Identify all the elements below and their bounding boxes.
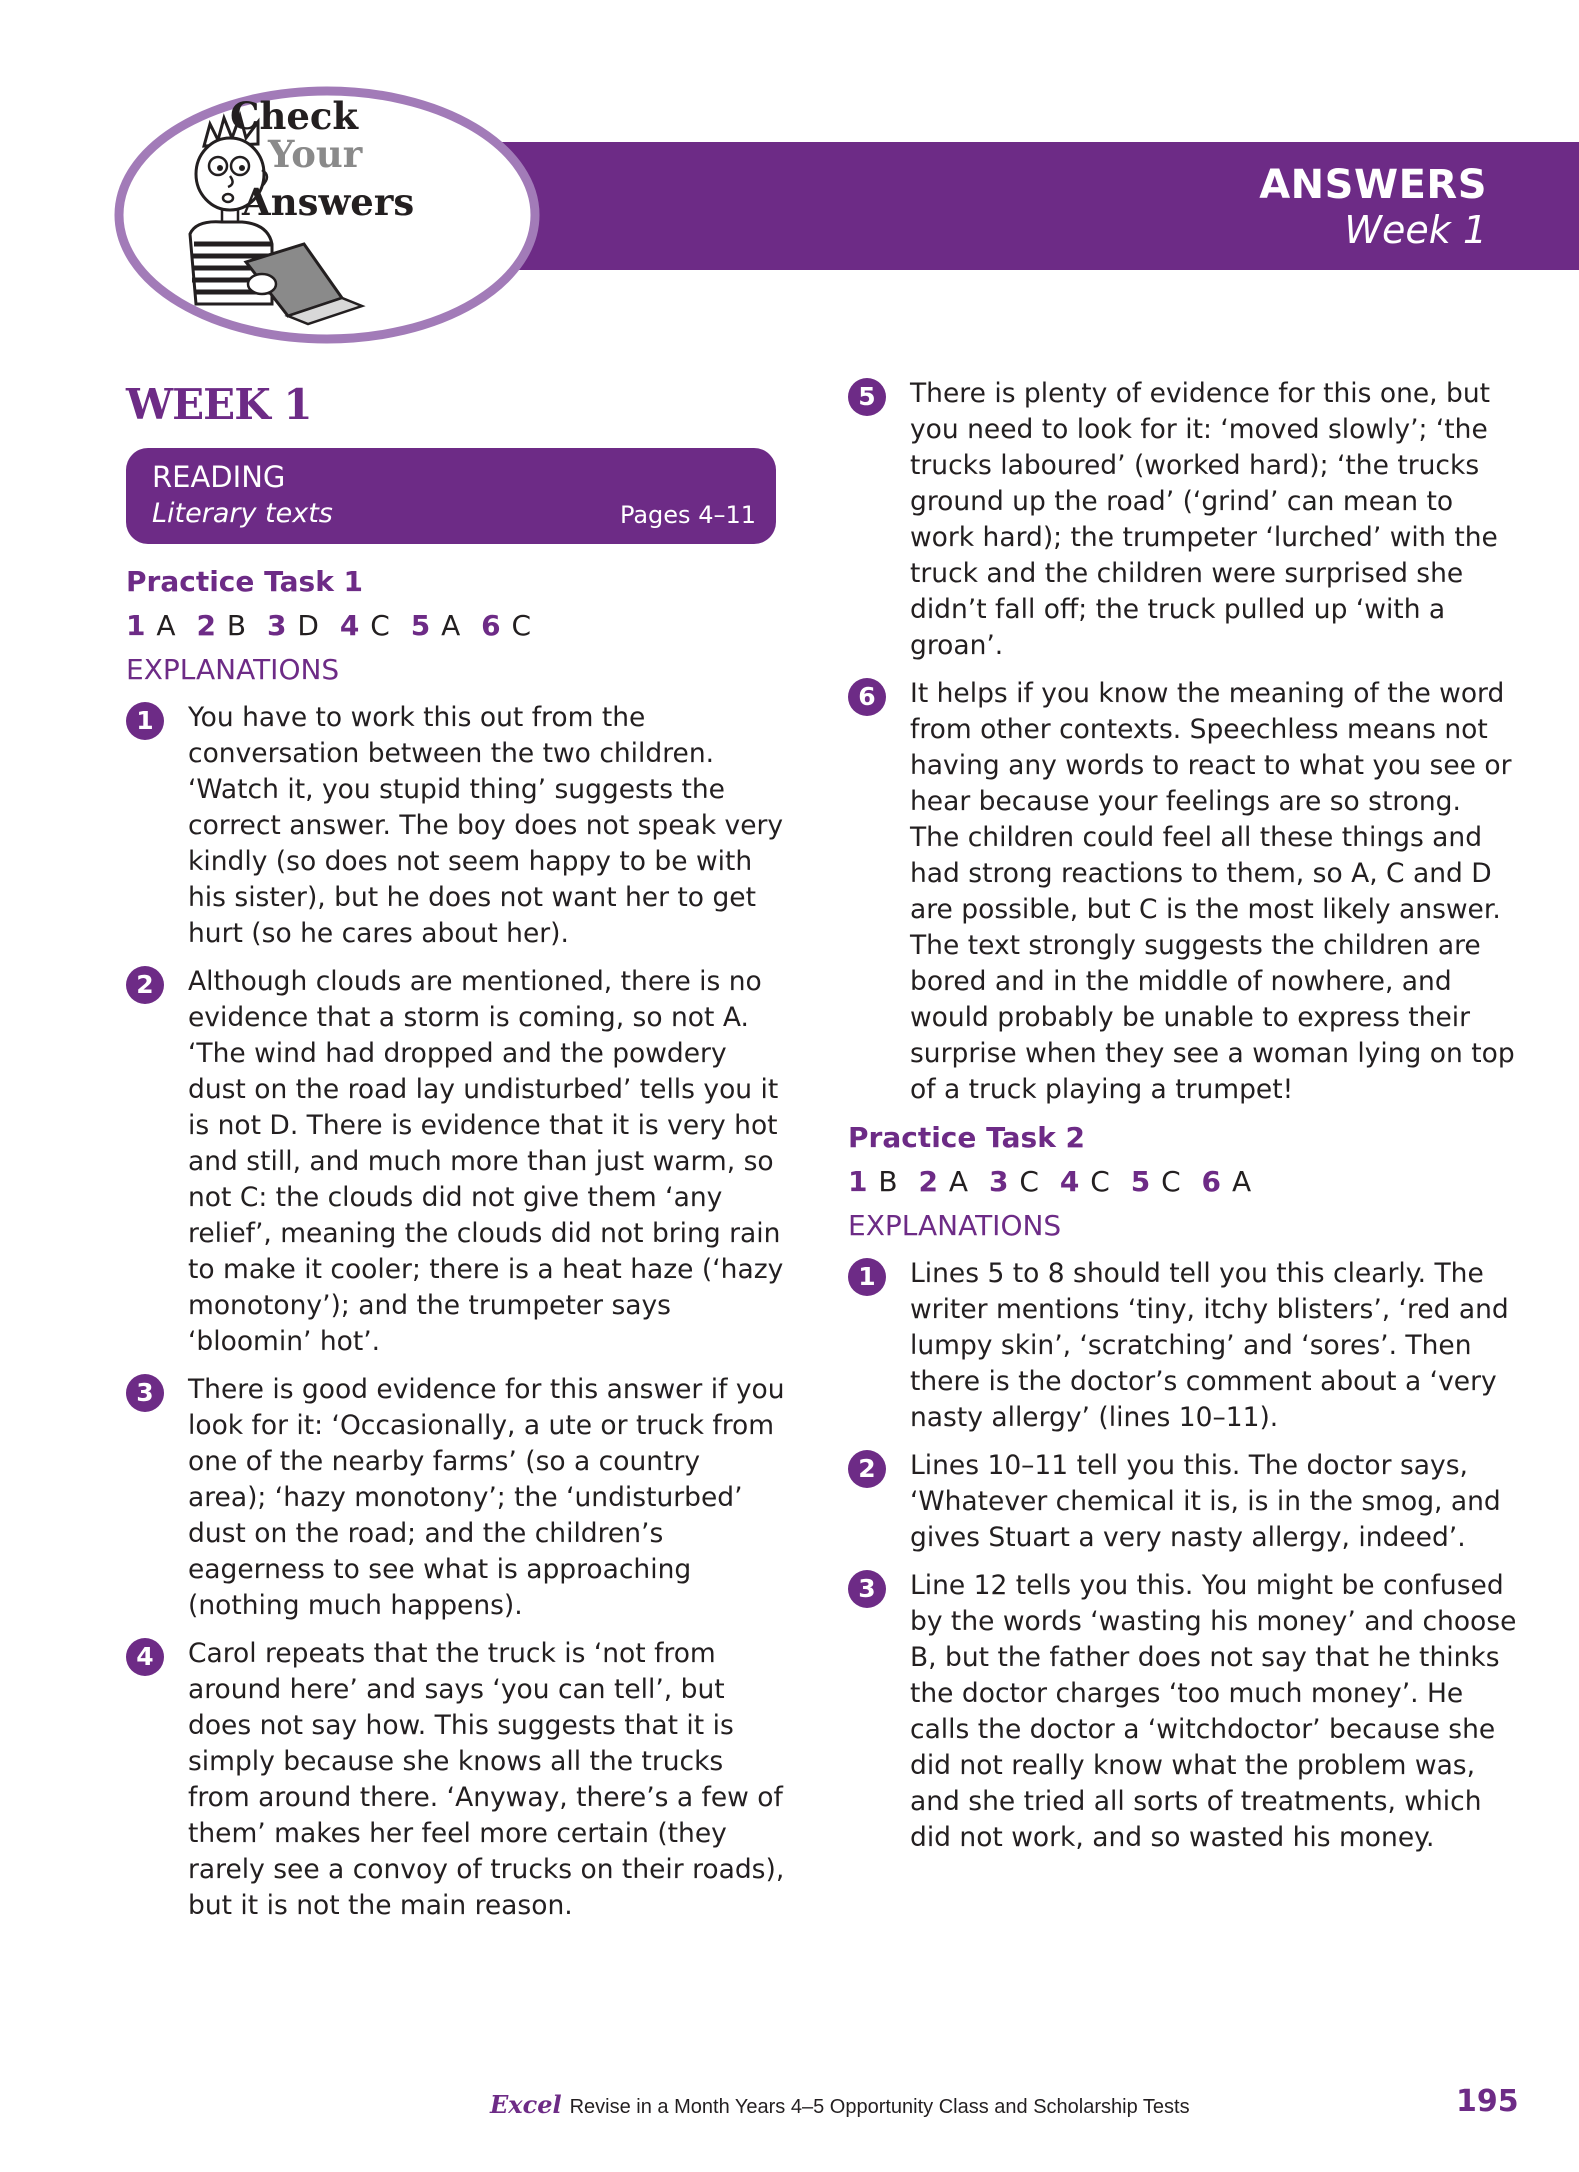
number-badge: 2 [848,1450,886,1488]
answer-item: 5 A [410,609,462,642]
explanation-text: There is good evidence for this answer if you look for it: ‘Occasionally, a ute or truck from one of the nearby farms’ (so a country area); ‘hazy monotony’; the ‘undisturbed’ dust on the road; and the children’s eagerness to see what is approaching (nothing much happens). [188,1374,785,1621]
practice-task-2-title: Practice Task 2 [848,1121,1086,1154]
answer-item: 2 B [196,609,248,642]
logo-answers-text: Answers [242,180,415,224]
explanation-item [848,1448,1518,1556]
answer-item: 3 C [988,1165,1040,1198]
number-badge: 5 [848,378,886,416]
answer-item: 1 B [848,1165,899,1198]
footer-brand: Excel [490,2090,562,2119]
explanation-text: It helps if you know the meaning of the word from other contexts. Speechless means not having any words to react to what you see or hear because your feelings are so strong. The children could feel all these things and had strong reactions to them, so A, C and D are possible, but C is the most likely answer. The text strongly suggests the children are bored and in the middle of nowhere, and would probably be unable to express their surprise when they see a woman lying on top of a truck playing a trumpet! [910,678,1515,1105]
header-banner [490,142,1579,270]
answer-item: 6 C [481,609,533,642]
explanations-label: EXPLANATIONS [848,1209,1062,1242]
answer-item: 5 C [1130,1165,1182,1198]
explanation-text: You have to work this out from the conversation between the two children. ‘Watch it, you stupid thing’ suggests the correct answer. The boy does not speak very kindly (so does not seem happy to be with his sister), but he does not want her to get hurt (so he cares about her). [188,702,784,949]
number-badge: 4 [126,1638,164,1676]
section-title: READING [152,460,286,494]
week-label: Week 1 [1344,208,1487,252]
explanation-item [848,1256,1518,1436]
practice-task-1-title: Practice Task 1 [126,565,364,598]
explanation-item [126,1636,786,1924]
explanation-item [126,700,786,952]
explanation-item [848,376,1518,664]
explanation-text: Carol repeats that the truck is ‘not from around here’ and says ‘you can tell’, but does not say how. This suggests that it is simply because she knows all the trucks from around there. ‘Anyway, there’s a few of them’ makes her feel more certain (they rarely see a convoy of trucks on their roads), but it is not the main reason. [188,1638,785,1921]
section-subtitle: Literary texts [152,498,333,529]
section-box [126,448,776,544]
logo-check-text: Check [230,94,359,138]
explanation-text: Although clouds are mentioned, there is no evidence that a storm is coming, so not A. ‘The wind had dropped and the powdery dust on the road lay undisturbed’ tells you it is not D. There is evidence that it is very hot and still, and much more than just warm, so not C: the clouds did not give them ‘any relief’, meaning the clouds did not bring rain to make it cooler; there is a heat haze (‘hazy monotony’); and the trumpeter says ‘bloomin’ hot’. [188,966,784,1357]
answer-item: 1 A [126,609,177,642]
number-badge: 3 [848,1570,886,1608]
explanation-text: There is plenty of evidence for this one, but you need to look for it: ‘moved slowly’; ‘the trucks laboured’ (worked hard); ‘the trucks ground up the road’ (‘grind’ can mean to work hard); the trumpeter ‘lurched’ with the truck and the children were surprised she didn’t fall off; the truck pulled up ‘with a groan’. [910,378,1498,661]
check-your-answers-logo [112,84,542,346]
left-column [126,558,786,1936]
answer-item: 4 C [339,609,391,642]
answers-title: ANSWERS [1259,162,1487,208]
task-1-answer-key [126,608,786,644]
answer-item: 2 A [918,1165,970,1198]
explanation-item [126,1372,786,1624]
explanation-item [848,1568,1518,1856]
right-column [848,376,1518,1868]
section-pages: Pages 4–11 [619,501,756,529]
explanation-text: Lines 10–11 tell you this. The doctor says, ‘Whatever chemical it is, is in the smog, and gives Stuart a very nasty allergy, indeed’. [910,1450,1501,1553]
explanations-label: EXPLANATIONS [126,653,340,686]
explanation-item [126,964,786,1360]
footer [490,2090,1190,2119]
explanation-text: Lines 5 to 8 should tell you this clearly. The writer mentions ‘tiny, itchy blisters’, ‘red and lumpy skin’, ‘scratching’ and ‘sores’. Then there is the doctor’s comment about a ‘very nasty allergy’ (lines 10–11). [910,1258,1509,1433]
logo-your-text: Your [268,132,363,176]
number-badge: 2 [126,966,164,1004]
number-badge: 1 [126,702,164,740]
answer-item: 6 A [1201,1165,1253,1198]
explanation-item [848,676,1518,1108]
footer-text: Revise in a Month Years 4–5 Opportunity Class and Scholarship Tests [569,2096,1190,2118]
answer-item: 3 D [266,609,320,642]
number-badge: 3 [126,1374,164,1412]
page-number: 195 [1456,2084,1519,2119]
week-heading: WEEK 1 [126,380,312,429]
answer-item: 4 C [1059,1165,1111,1198]
explanation-text: Line 12 tells you this. You might be confused by the words ‘wasting his money’ and choose B, but the father does not say that he thinks the doctor charges ‘too much money’. He calls the doctor a ‘witchdoctor’ because she did not really know what the problem was, and she tried all sorts of treatments, which did not work, and so wasted his money. [910,1570,1517,1853]
number-badge: 6 [848,678,886,716]
task-2-answer-key [848,1164,1518,1200]
number-badge: 1 [848,1258,886,1296]
